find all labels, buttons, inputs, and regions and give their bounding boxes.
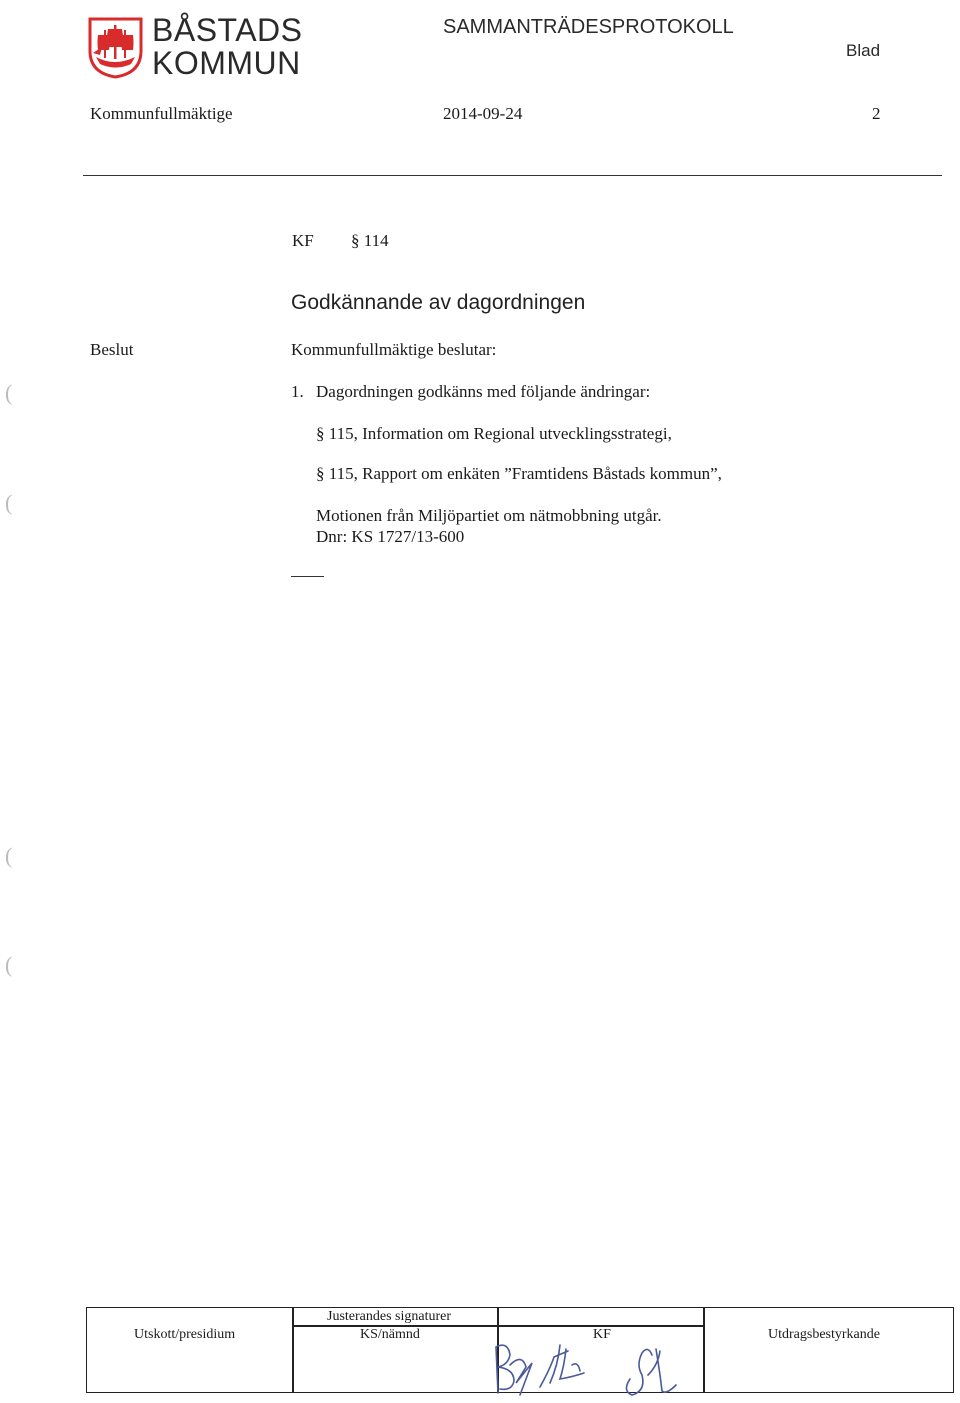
blad-label: Blad (846, 41, 881, 60)
section-code: KF (292, 231, 314, 250)
scan-margin-mark: ( (5, 490, 13, 515)
decision-intro: Kommunfullmäktige beslutar: (291, 340, 497, 359)
scan-margin-mark: ( (5, 952, 13, 977)
logo-text-line2: KOMMUN (152, 45, 301, 81)
table-divider (703, 1308, 705, 1392)
table-divider (292, 1308, 294, 1392)
agenda-change-1: § 115, Information om Regional utvecklingsstrategi, (316, 424, 672, 443)
diary-number: Dnr: KS 1727/13-600 (316, 527, 465, 546)
municipal-crest-logo (88, 17, 143, 79)
handwritten-signatures-image (480, 1335, 695, 1399)
section-end-rule (291, 576, 324, 577)
side-label-beslut: Beslut (90, 340, 134, 359)
logo-text-line1: BÅSTADS (152, 12, 303, 48)
decision-item-number: 1. (291, 382, 304, 401)
agenda-change-2: § 115, Rapport om enkäten ”Framtidens Båstads kommun”, (316, 464, 722, 483)
scan-margin-mark: ( (5, 843, 13, 868)
section-title: Godkännande av dagordningen (291, 291, 586, 314)
column-ks-namnd: KS/nämnd (360, 1327, 420, 1342)
header-divider (83, 175, 942, 176)
paragraph-number: § 114 (351, 231, 389, 250)
scan-margin-mark: ( (5, 380, 13, 405)
page-number: 2 (872, 104, 881, 123)
agenda-change-3: Motionen från Miljöpartiet om nätmobbning utgår. (316, 506, 662, 525)
document-type: SAMMANTRÄDESPROTOKOLL (443, 16, 734, 38)
table-divider (292, 1325, 703, 1327)
column-utskott: Utskott/presidium (134, 1327, 236, 1342)
decision-item-text: Dagordningen godkänns med följande ändringar: (316, 382, 651, 401)
column-utdragsbestyrkande: Utdragsbestyrkande (768, 1327, 880, 1342)
signature-group-header: Justerandes signaturer (327, 1309, 452, 1324)
meeting-date: 2014-09-24 (443, 104, 523, 123)
column-kf: KF (593, 1327, 611, 1342)
organization-name: Kommunfullmäktige (90, 104, 233, 123)
